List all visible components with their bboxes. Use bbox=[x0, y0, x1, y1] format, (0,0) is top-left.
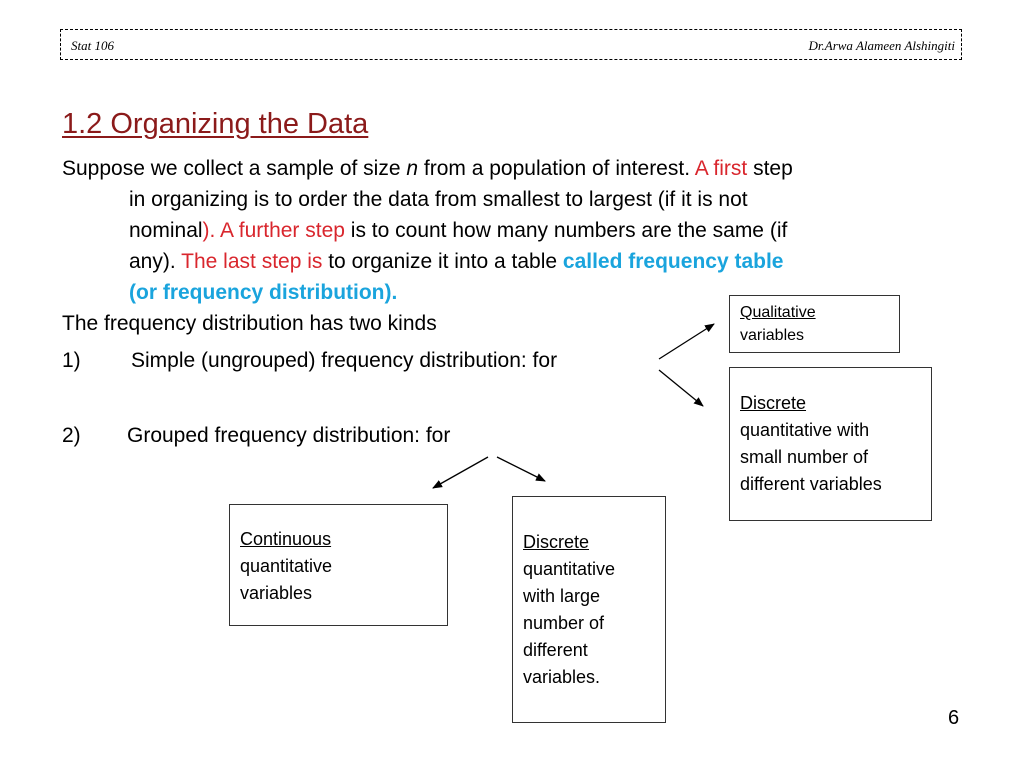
item-1-text: Simple (ungrouped) frequency distribution: for bbox=[131, 349, 558, 372]
slide-title: 1.2 Organizing the Data bbox=[62, 108, 369, 140]
paragraph-line-5: (or frequency distribution). bbox=[129, 281, 398, 304]
box-title: Discrete bbox=[740, 393, 807, 413]
highlight-frequency-table: called frequency table bbox=[562, 250, 784, 273]
paragraph-line-2: in organizing is to order the data from smallest to largest (if it is not bbox=[129, 188, 748, 211]
box-line: variables bbox=[240, 583, 313, 603]
box-line: quantitative bbox=[523, 559, 616, 579]
kinds-line: The frequency distribution has two kinds bbox=[62, 312, 437, 335]
box-line: quantitative with bbox=[740, 420, 870, 440]
qualitative-box bbox=[729, 295, 900, 353]
discrete-large-box bbox=[512, 496, 666, 723]
page-number: 6 bbox=[948, 707, 960, 729]
text-run: any). bbox=[129, 250, 182, 273]
text-run: to organize it into a table bbox=[322, 250, 563, 273]
box-title: Qualitative bbox=[740, 304, 816, 321]
box-line: number of bbox=[523, 613, 605, 633]
box-line: quantitative bbox=[240, 556, 333, 576]
item-1-number: 1) bbox=[62, 349, 81, 372]
item-2-number: 2) bbox=[62, 424, 81, 447]
box-line: variables. bbox=[523, 667, 601, 687]
text-run: is to count how many numbers are the same (if bbox=[344, 219, 788, 242]
text-run: step bbox=[747, 157, 793, 180]
box-line: with large bbox=[523, 586, 601, 606]
box-title: Continuous bbox=[240, 529, 332, 549]
text-run: Suppose we collect a sample of size bbox=[62, 157, 407, 180]
box-line: variables bbox=[740, 327, 805, 344]
variable-n: n bbox=[406, 157, 419, 180]
arrow-to-qualitative bbox=[659, 324, 714, 359]
highlight-first-step: A first bbox=[694, 157, 748, 180]
highlight-further-step: ). A further step bbox=[202, 219, 345, 242]
box-line: small number of bbox=[740, 447, 869, 467]
text-run: nominal bbox=[129, 219, 203, 242]
arrow-to-discrete-large bbox=[497, 457, 545, 481]
arrow-to-continuous bbox=[433, 457, 488, 488]
box-line: different variables bbox=[740, 474, 882, 494]
text-run: from a population of interest. bbox=[418, 157, 695, 180]
discrete-small-box bbox=[729, 367, 932, 521]
course-label: Stat 106 bbox=[71, 38, 114, 53]
box-title: Discrete bbox=[523, 532, 590, 552]
arrow-to-discrete-small bbox=[659, 370, 703, 406]
highlight-last-step: The last step is bbox=[181, 250, 323, 273]
item-2-text: Grouped frequency distribution: for bbox=[127, 424, 451, 447]
continuous-box bbox=[229, 504, 448, 626]
box-line: different bbox=[523, 640, 588, 660]
author-label: Dr.Arwa Alameen Alshingiti bbox=[808, 38, 955, 53]
